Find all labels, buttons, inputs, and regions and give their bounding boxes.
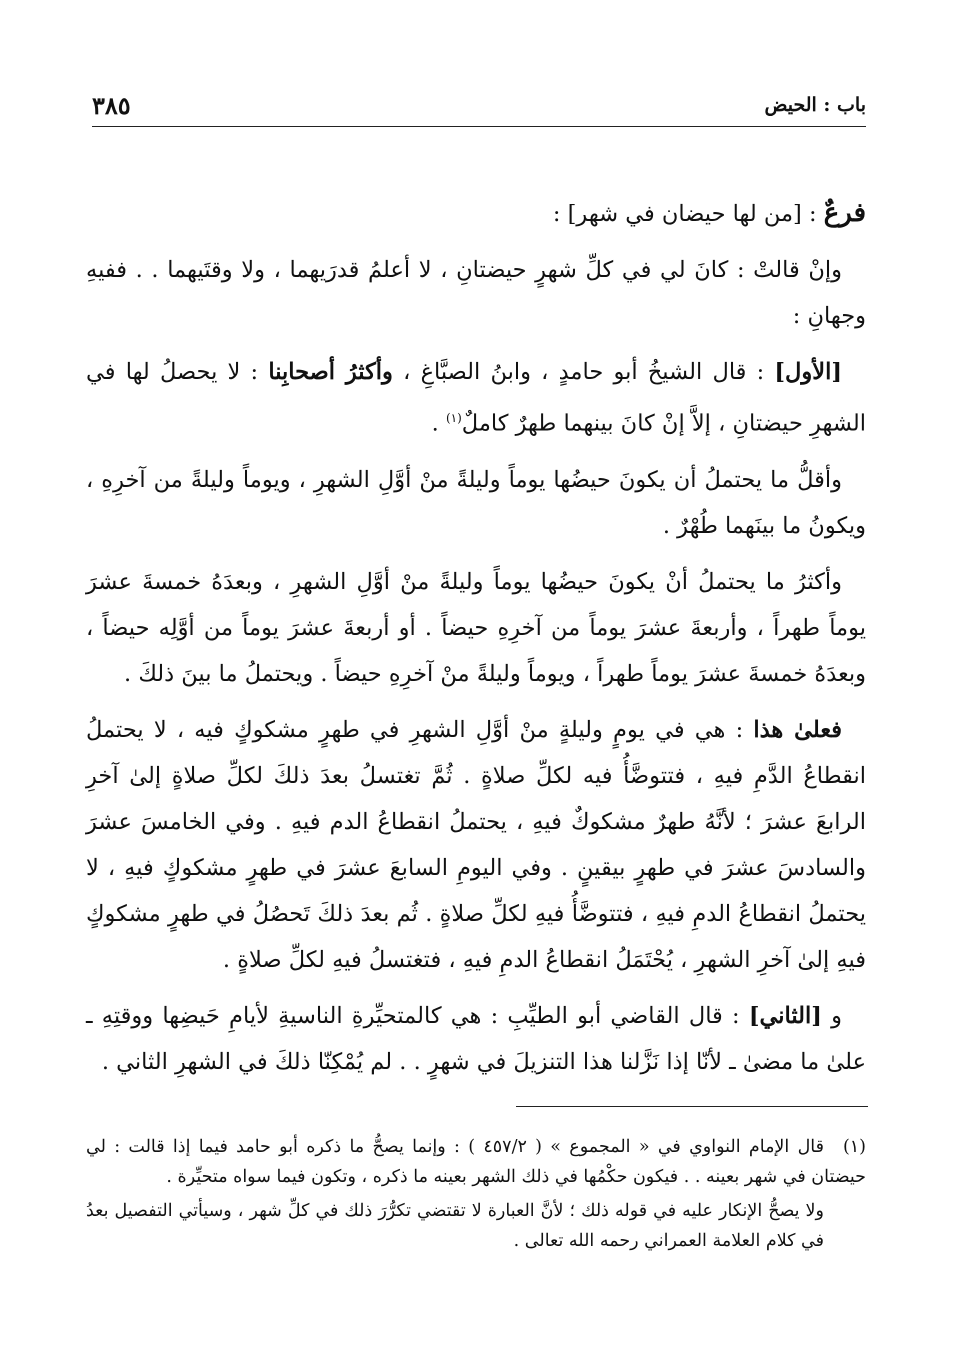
section-heading-lead: فرعٌ: [823, 198, 866, 228]
footnote-number: (١): [842, 1137, 866, 1157]
paragraph-first-view: [86, 349, 866, 447]
paragraph-second-view: [86, 993, 866, 1085]
paragraph-question: وإنْ قالتْ : كانَ لي في كلِّ شهرٍ حيضتانِ ، لا أعلمُ قدرَيهما ، ولا وقتَيهما . . ففيهِ وجهانِ :: [86, 257, 866, 329]
footnote-divider: [516, 1106, 868, 1107]
first-view-bold: وأكثرُ أصحابِنا: [268, 359, 393, 385]
first-view-text-b: : لا يحصلُ لها في الشهرِ حيضتانِ ، إلاَّ إنْ كانَ بينهما طهرٌ كاملٌ: [86, 359, 866, 437]
page-number: ٣٨٥: [92, 90, 131, 120]
footnote-1-second: ولا يصحُّ الإنكار عليه في قوله ذلك ؛ لأنَّ العبارة لا تقتضي تكرُّرَ ذلك في كلِّ شهر ، وسيأتي التفصيل بعدُ في كلام العلامة العمراني رحمه الله تعالى .: [86, 1201, 824, 1251]
paragraph-maximum: وأكثرُ ما يحتملُ أنْ يكونَ حيضُها يوماً وليلةً منْ أوَّلِ الشهرِ ، وبعدَهُ خمسةَ عشرَ يوماً طهراً ، وأربعةَ عشرَ يوماً من آخرِهِ حيضاً . أو أربعةَ عشرَ يوماً من أوَّلِه حيضاً ، وبعدَهُ خمسةَ عشرَ يوماً طهراً ، ويوماً وليلةً منْ آخرِهِ حيضاً . ويحتملُ ما بينَ ذلكَ .: [86, 568, 866, 687]
second-view-label: [الثاني]: [748, 1002, 822, 1029]
footnote-1-text: قال الإمام النواوي في « المجموع » ( ٤٥٧/٢ ) : وإنما يصحُّ ما ذكره أبو حامد فيما إذا قالت : لي حيضتان في شهر بعينه . . فيكون حكْمُها في ذلك الشهر بعينه ما ذكره ، وتكون فيما سواه متحيِّرة .: [86, 1137, 866, 1187]
section-heading-paragraph: [86, 190, 866, 237]
paragraph-minimum: وأقلُّ ما يحتملُ أن يكونَ حيضُها يوماً وليلةً منْ أوَّلِ الشهرِ ، ويوماً وليلةً من آخرِهِ ، ويكونُ ما بينَهما طُهْرٌ .: [86, 466, 866, 539]
second-view-conj: و: [821, 1002, 842, 1029]
ruling-text: : هي في يومٍ وليلةٍ منْ أوَّلِ الشهرِ في طهرٍ مشكوكٍ فيه ، لا يحتملُ انقطاعُ الدَّمِ فيهِ ، فتتوضَّأُ فيه لكلِّ صلاةٍ . ثُمَّ تغتسلُ بعدَ ذلكَ لكلِّ صلاةٍ إلىٰ آخرِ الرابعَ عشرَ ؛ لأنَّهُ طهرٌ مشكوكٌ فيهِ ، يحتملُ انقطاعُ الدم فيهِ . وفي الخامسَ عشرَ والسادسَ عشرَ في طهرٍ بيقينٍ . وفي اليومِ السابعَ عشرَ في طهرٍ مشكوكٍ فيهِ ، لا يحتملُ انقطاعُ الدمِ فيهِ ، فتتوضَّأُ فيهِ لكلِّ صلاةٍ . ثُم بعدَ ذلكَ تَحصُلُ في طهرٍ مشكوكٍ فيهِ إلىٰ آخرِ الشهرِ ، يُحْتَمَلُ انقطاعُ الدمِ فيهِ ، فتغتسلُ فيهِ لكلِّ صلاةٍ .: [86, 716, 866, 973]
first-view-text-a: : قال الشيخُ أبو حامدٍ ، وابنُ الصبَّاغِ ،: [392, 359, 775, 385]
section-heading-title: : [من لها حيضان في شهر] :: [552, 201, 824, 227]
second-view-text: : قال القاضي أبو الطيِّبِ : هي كالمتحيِّرةِ الناسيةِ لأيامِ حَيضِها ووقتِهِ ـ علىٰ ما مضىٰ ـ لأنّا إذا نَزَّلنا هذا التنزيلَ في شهرٍ . . لم يُمْكِنّا ذلكَ في الشهرِ الثاني .: [86, 1002, 866, 1075]
header-divider: [92, 126, 866, 127]
first-view-end: .: [431, 410, 446, 437]
main-text: [86, 190, 866, 1095]
chapter-title: باب : الحيض: [764, 94, 866, 116]
running-header: [92, 86, 866, 124]
paragraph-ruling: [86, 707, 866, 983]
first-view-label: [الأول]: [774, 359, 842, 385]
footnotes: [86, 1132, 866, 1260]
footnote-reference[interactable]: (١): [445, 411, 462, 425]
ruling-lead: فعلىٰ هذا: [753, 716, 842, 743]
footnote-1-first: [86, 1132, 866, 1192]
